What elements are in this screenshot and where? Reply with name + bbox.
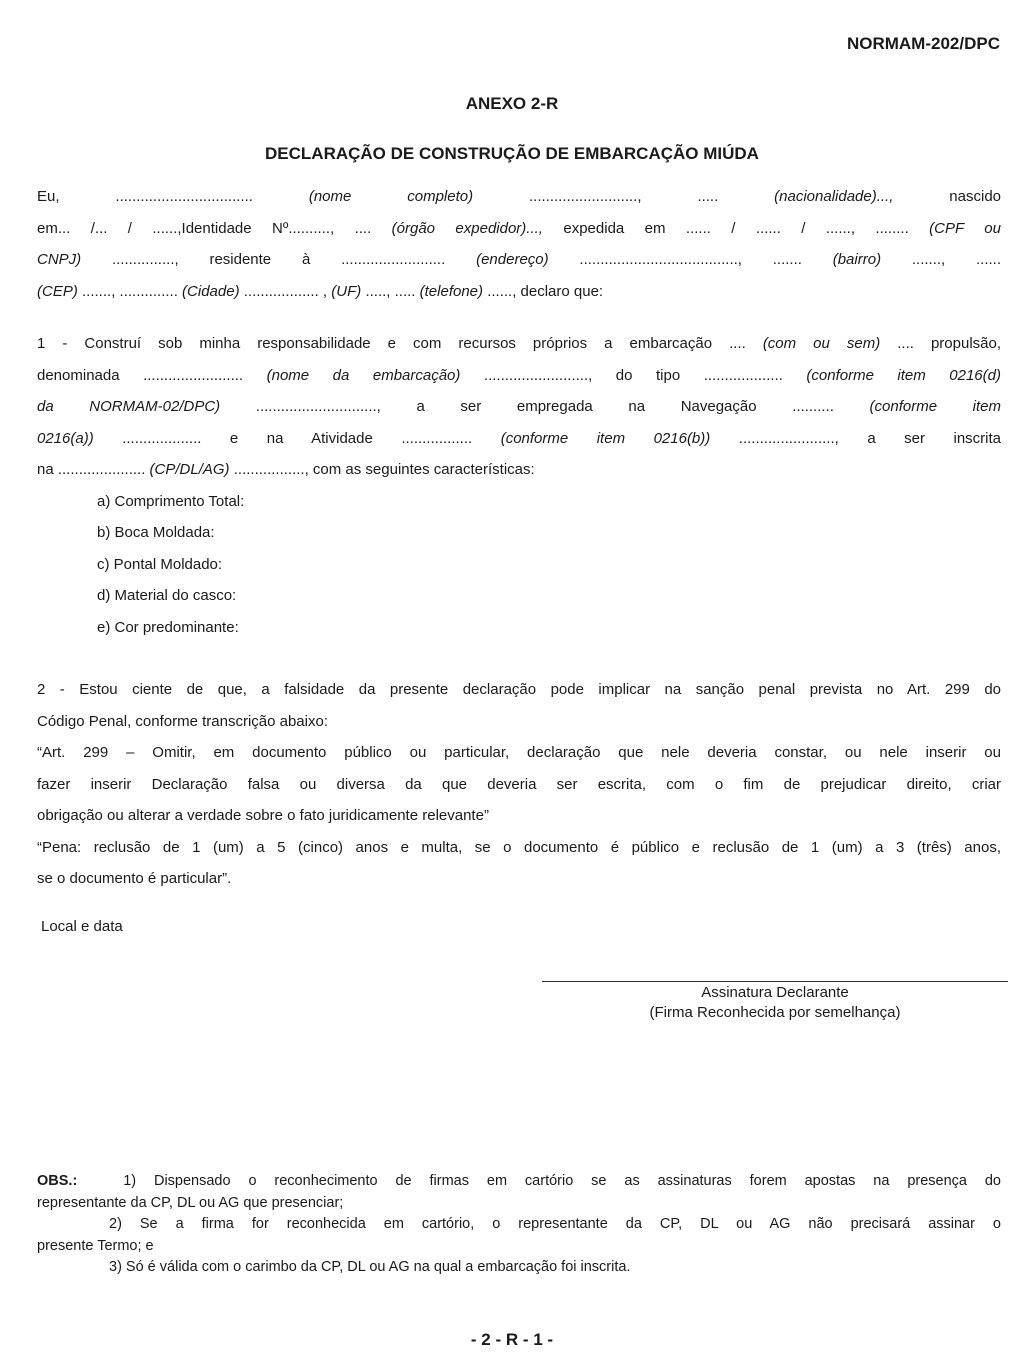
intro-line-2: em... /... / ......,Identidade Nº.........., .... (órgão expedidor)..., expedida em ...... / ...... / ......, ........ (CPF ou xyxy=(37,219,1001,237)
local-date-label: Local e data xyxy=(41,918,123,935)
intro-line-4: (CEP) ......., .............. (Cidade) .................. , (UF) ....., ..... (telefone) ......, declaro que: xyxy=(37,282,604,300)
obs-line-2: representante da CP, DL ou AG que presenciar; xyxy=(37,1194,344,1211)
annex-heading: ANEXO 2-R xyxy=(465,94,559,113)
characteristic-item: d) Material do casco: xyxy=(97,587,237,604)
characteristic-item: a) Comprimento Total: xyxy=(97,492,245,510)
p2-line-6: “Pena: reclusão de 1 (um) a 5 (cinco) anos e multa, se o documento é público e reclusão de 1 (um) a 3 (três) anos, xyxy=(37,838,1001,856)
intro-line-1: Eu, ................................. (nome completo) .........................., ..... (nacionalidade)..., nascido xyxy=(37,188,1001,205)
page-number: - 2 - R - 1 - xyxy=(470,1330,554,1349)
intro-line-3: CNPJ) ..............., residente à ......................... (endereço) ......................................, ....... (bairro) ......., ...... xyxy=(37,251,1001,268)
obs-line-1: OBS.: 1) Dispensado o reconhecimento de firmas em cartório se as assinaturas forem apostas na presença do xyxy=(37,1173,1002,1189)
p2-line-7: se o documento é particular”. xyxy=(37,870,232,887)
p1-line-5: na ..................... (CP/DL/AG) ................., com as seguintes características: xyxy=(37,461,535,478)
characteristic-item: b) Boca Moldada: xyxy=(97,524,215,541)
obs-label: OBS.: xyxy=(37,1173,78,1189)
p2-line-5: obrigação ou alterar a verdade sobre o fato juridicamente relevante” xyxy=(37,807,489,824)
obs-line-4: presente Termo; e xyxy=(37,1237,154,1254)
signature-label: Assinatura Declarante xyxy=(701,984,849,1001)
obs-line-5: 3) Só é válida com o carimbo da CP, DL ou AG na qual a embarcação foi inscrita. xyxy=(109,1259,631,1275)
signature-note: (Firma Reconhecida por semelhança) xyxy=(649,1004,901,1021)
paragraph-1 xyxy=(37,328,1001,643)
characteristic-item: e) Cor predominante: xyxy=(97,618,239,636)
p1-line-2: denominada ........................ (nome da embarcação) ........................., do tipo ................... (conforme item 0216(d) xyxy=(37,366,1001,384)
obs-line-3: 2) Se a firma for reconhecida em cartório, o representante da CP, DL ou AG não precisará assinar o xyxy=(109,1216,1001,1232)
p2-line-2: Código Penal, conforme transcrição abaixo: xyxy=(37,712,328,730)
signature-line xyxy=(542,981,1008,982)
intro-paragraph xyxy=(37,181,1001,307)
p1-line-3: da NORMAM-02/DPC) ............................., a ser empregada na Navegação .......... (conforme item xyxy=(37,398,1002,415)
paragraph-2 xyxy=(37,674,1001,895)
p2-line-1: 2 - Estou ciente de que, a falsidade da presente declaração pode implicar na sanção penal prevista no Art. 299 do xyxy=(37,681,1001,698)
document-title: DECLARAÇÃO DE CONSTRUÇÃO DE EMBARCAÇÃO MIÚDA xyxy=(265,144,759,163)
signature-block xyxy=(542,983,1008,1023)
p2-line-3: “Art. 299 – Omitir, em documento público ou particular, declaração que nele deveria constar, ou nele inserir ou xyxy=(37,744,1001,761)
p1-line-4: 0216(a)) ................... e na Atividade ................. (conforme item 0216(b)) ......................., a ser inscrita xyxy=(37,429,1002,447)
p2-line-4: fazer inserir Declaração falsa ou diversa da que deveria ser escrita, com o fim de prejudicar direito, criar xyxy=(37,775,1001,793)
document-code: NORMAM-202/DPC xyxy=(846,34,1000,53)
observations xyxy=(37,1171,1001,1279)
characteristic-item: c) Pontal Moldado: xyxy=(97,555,223,573)
p1-line-1: 1 - Construí sob minha responsabilidade e com recursos próprios a embarcação .... (com ou sem) .... propulsão, xyxy=(37,335,1002,352)
